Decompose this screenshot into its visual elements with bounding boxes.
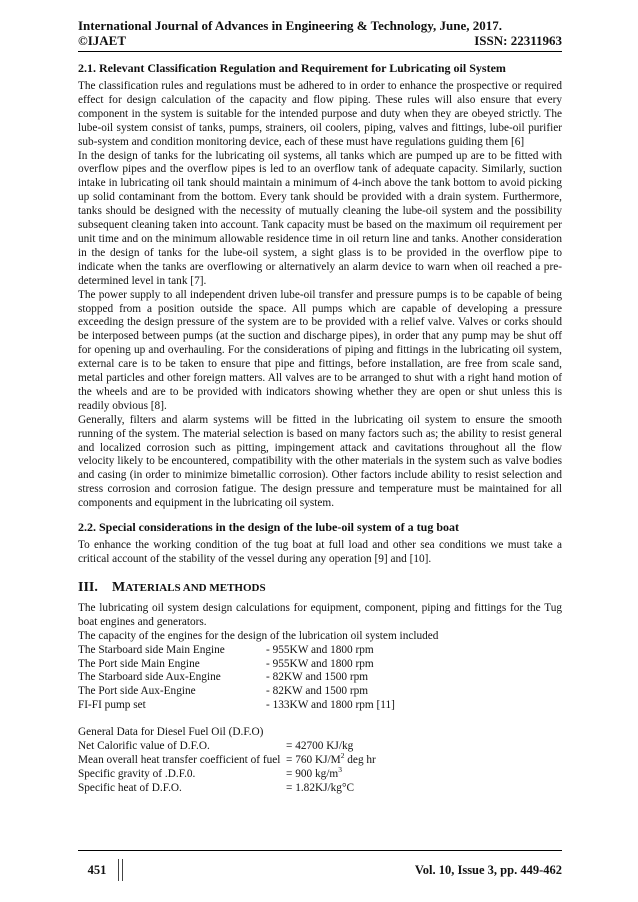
dfo-row: Mean overall heat transfer coefficient of fuel = 760 $KJ/M^2$ deg hr [78, 751, 376, 766]
engine-row: The Port side Aux-Engine - 82KW and 1500 rpm [78, 685, 369, 698]
section-number: III. [78, 579, 98, 595]
journal-header [78, 18, 562, 52]
section-title-rest: ATERIALS AND METHODS [125, 581, 266, 594]
dfo-title: General Data for Diesel Fuel Oil (D.F.O) [78, 726, 264, 739]
dfo-row: Specific heat of D.F.O. = 1.82KJ/kg°C [78, 781, 355, 794]
copyright: ©IJAET [78, 33, 127, 48]
section-2-1-title: 2.1. Relevant Classification Regulation and Requirement for Lubricating oil System [78, 61, 506, 75]
capacity-line: The capacity of the engines for the design of the lubrication oil system included [78, 629, 439, 642]
footer-divider [118, 859, 123, 881]
paragraph: Generally, filters and alarm systems will be fitted in the lubricating oil system to ensure the smooth running of the system. The material selection is based on many factors such as; the ability to resist general and localized corrosion such as pitting, impingement attack and cavitations throughout all the flow velocity likely to be encountered, compatibility with the other materials in the system such as valve bodies and casing (in order to minimize bimetallic corrosion). Other factors include ability to resist selection and stress corrosion and corrosion fatigue. The design pressure and temperature must be maintained for all components and equipment in the lubricating oil system. [78, 413, 562, 510]
section-3-heading [78, 580, 562, 596]
volume-info: Vol. 10, Issue 3, pp. 449-462 [414, 863, 562, 877]
dfo-data [78, 726, 562, 796]
section-2-2-title: 2.2. Special considerations in the design of the lube-oil system of a tug boat [78, 520, 460, 535]
paragraph: In the design of tanks for the lubricating oil systems, all tanks which are pumped up are to be fitted with overflow pipes and the overflow pipes is led to an overflow tank of adequate capacity. Similarly, suction intake in lubricating oil tank should maintain a minimum of 4-inch above the tank bottom to avoid picking up solid contaminant from the bottom. Every tank should be provided with a drain system. Furthermore, tanks should be designed with the necessity of mutually cleaning the lube-oil system and the possibility subsequent cleaning taken into account. Tank capacity must be based on the maximum oil requirement per unit time and on the minimum allowable residence time in oil return line and tanks. Another consideration in the design of tanks for the lube-oil system, a sight glass is to be provided in the overflow pipe to indicate when the tanks are overflowing or alternatively an alarm device to warn when oil reached a pre-determined level in tank [7]. [78, 149, 562, 287]
page-content [78, 18, 562, 796]
page-footer [78, 850, 562, 877]
engine-row: The Port side Main Engine - 955KW and 1800 rpm [78, 657, 374, 670]
header-rule [78, 51, 562, 52]
paragraph: The power supply to all independent driven lube-oil transfer and pressure pumps is to be capable of being stopped from a position outside the space. All pumps which are capable of developing a pressure exceeding the design pressure of the system are to be provided with a relief valve. Valves or corks should be interposed between pumps (at the suction and discharge pipes), in order that any pump may be shut off for opening up and overhauling. For the considerations of piping and fittings in the lubricating oil system, external care is to be taken to ensure that pipe and fittings, before installation, are free from scale sand, metal particles and other foreign matters. All valves are to be arranged to shut with a right hand motion of the wheels and are to be provided with indicators showing whether they are open or shut unless this is readily obvious [8]. [78, 288, 562, 412]
paragraph: The classification rules and regulations must be adhered to in order to enhance the prospective or required effect for design calculation of the capacity and flow piping. These rules will also ensure that every component in the system is suitable for the intended purpose and duty when they are obeyed strictly. The lube-oil system consist of tanks, pumps, strainers, oil coolers, piping, valves and fittings, lube-oil purifier sub-system and condition monitoring device, each of these must have regulations guiding them [6] [78, 80, 562, 148]
page-number: 451 [87, 863, 107, 877]
paragraph: The lubricating oil system design calculations for equipment, component, piping and fittings for the Tug boat engines and generators. [78, 601, 562, 628]
journal-title: International Journal of Advances in Engineering & Technology, June, 2017. [78, 18, 503, 33]
engine-row: The Starboard side Main Engine - 955KW and 1800 rpm [78, 643, 374, 656]
dfo-row: Specific gravity of .D.F.0. = 900 $kg/m^3$ [78, 765, 342, 780]
issn: ISSN: 22311963 [474, 33, 562, 48]
dfo-row: Net Calorific value of D.F.O. = 42700 KJ/kg [78, 740, 354, 753]
engine-list [78, 630, 562, 713]
paragraph: To enhance the working condition of the tug boat at full load and other sea conditions we must take a critical account of the stability of the vessel during any operation [9] and [10]. [78, 539, 562, 565]
section-title-initial: M [112, 579, 126, 595]
engine-row: FI-FI pump set - 133KW and 1800 rpm [11] [78, 699, 395, 712]
engine-row: The Starboard side Aux-Engine - 82KW and 1500 rpm [78, 671, 369, 684]
